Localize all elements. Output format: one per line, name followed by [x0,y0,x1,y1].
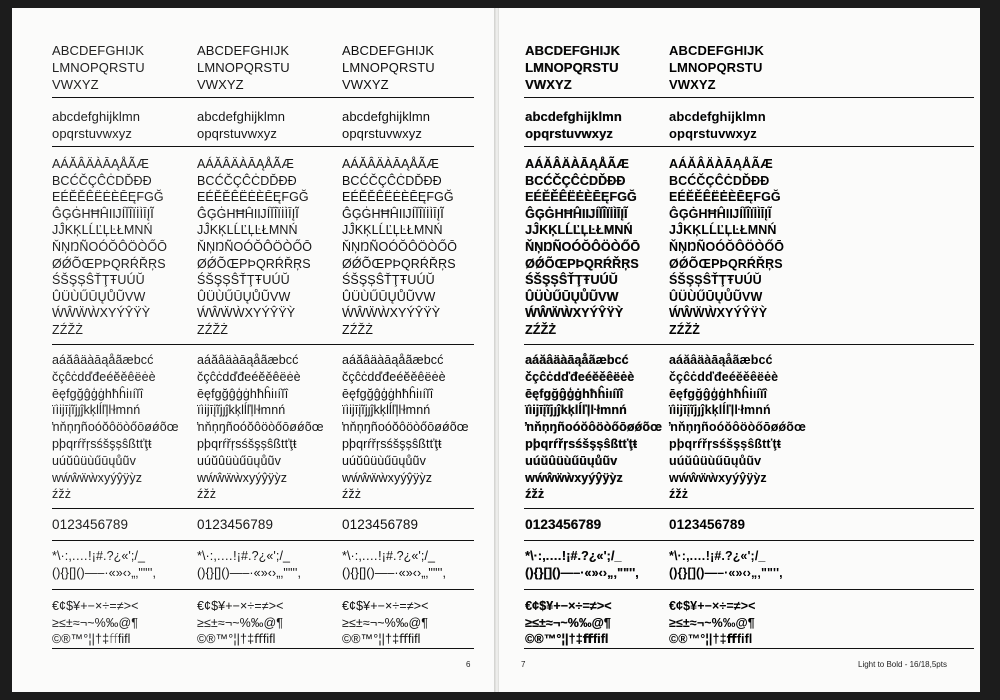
uppercase-specimen-book: ABCDEFGHIJK LMNOPQRSTU VWXYZ [342,43,435,92]
section-divider [52,344,474,345]
section-divider [52,589,474,590]
accented-upper-specimen-book: AÁĂÂÄÀĀĄÅÃÆ BCĆČÇĈĊDĎĐÐ EÉĔĚÊËĖÈĒĘFGĞ ĜĢĠHĦĤIĲÍĬÎÏİÌĪĮĨ JĴKĶLĹĽĻĿŁMNŃ ŇŅŊÑOÓŎÔÖÒŐŌ ØǾÕŒPÞQRŔŘŖS ŚŠŞȘŜŤŢŦUÚŬ ÛÜÙŰŪŲŮŨVW ẂŴẄẀXYÝŶŸỲ ZŹŽŻ [342,157,458,337]
figures-specimen-bold: 0123456789 [669,517,746,532]
symbols-specimen-regular: €¢$¥+−×÷=≠>< ≥≤±≈¬~%‰@¶ ©®™°¦|†‡ﬀﬁﬂ [197,599,284,646]
section-divider [524,146,974,147]
punctuation-specimen-light: *\·:,.…!¡#.?¿«';/_ (){}[]()—–·«»‹›„‚""'', [52,549,157,580]
symbols-specimen-medium: €¢$¥+−×÷=≠>< ≥≤±≈¬~%‰@¶ ©®™°¦|†‡ﬀﬁﬂ [525,599,612,646]
uppercase-specimen-regular: ABCDEFGHIJK LMNOPQRSTU VWXYZ [197,43,290,92]
accented-upper-specimen-light: AÁĂÂÄÀĀĄÅÃÆ BCĆČÇĈĊDĎĐÐ EÉĔĚÊËĖÈĒĘFGĞ ĜĢĠHĦĤIĲÍĬÎÏİÌĪĮĨ JĴKĶLĹĽĻĿŁMNŃ ŇŅŊÑOÓŎÔÖÒŐŌ ØǾÕŒPÞQRŔŘŖS ŚŠŞȘŜŤŢŦUÚŬ ÛÜÙŰŪŲŮŨVW ẂŴẄẀXYÝŶŸỲ ZŹŽŻ [52,157,168,337]
figures-specimen-light: 0123456789 [52,517,129,532]
section-divider [524,97,974,98]
lowercase-specimen-light: abcdefghijklmn opqrstuvwxyz [52,109,141,141]
section-divider [52,508,474,509]
punctuation-specimen-book: *\·:,.…!¡#.?¿«';/_ (){}[]()—–·«»‹›„‚""'', [342,549,447,580]
right-page-number: 7 [521,660,526,669]
accented-upper-specimen-medium: AÁĂÂÄÀĀĄÅÃÆ BCĆČÇĈĊDĎĐÐ EÉĔĚÊËĖÈĒĘFGĞ ĜĢĠHĦĤIĲÍĬÎÏİÌĪĮĨ JĴKĶLĹĽĻĿŁMNŃ ŇŅŊÑOÓŎÔÖÒŐŌ ØǾÕŒPÞQRŔŘŖS ŚŠŞȘŜŤŢŦUÚŬ ÛÜÙŰŪŲŮŨVW ẂŴẄẀXYÝŶŸỲ ZŹŽŻ [525,157,641,337]
uppercase-specimen-bold: ABCDEFGHIJK LMNOPQRSTU VWXYZ [669,43,764,92]
symbols-specimen-bold: €¢$¥+−×÷=≠>< ≥≤±≈¬~%‰@¶ ©®™°¦|†‡ﬀﬁﬂ [669,599,756,646]
section-divider [52,97,474,98]
accented-lower-specimen-bold: aáăâäàāąåãæbcć čçĉċdďđeéĕěêëėè ēęfgğĝģġhħĥiıíĭî ïìĳīįĩjȷĵkķlĺľļŀłmnń ŉňņŋñoóŏôöòőōøǿõœ pþqrŕřŗsśšşșŝßtťţŧ uúŭûüùűūųůũv wẃŵẅẁxyýŷÿỳz źžż [669,353,806,502]
figures-specimen-medium: 0123456789 [525,517,602,532]
accented-lower-specimen-light: aáăâäàāąåãæbcć čçĉċdďđeéĕěêëėè ēęfgğĝģġhħĥiıíĭî ïìĳīįĩjȷĵkķlĺľļŀłmnń ŉňņŋñoóŏôöòőōøǿõœ pþqrŕřŗsśšşșŝßtťţŧ uúŭûüùűūųůũv wẃŵẅẁxyýŷÿỳz źžż [52,353,179,502]
accented-lower-specimen-book: aáăâäàāąåãæbcć čçĉċdďđeéĕěêëėè ēęfgğĝģġhħĥiıíĭî ïìĳīįĩjȷĵkķlĺľļŀłmnń ŉňņŋñoóŏôöòőōøǿõœ pþqrŕřŗsśšşșŝßtťţŧ uúŭûüùűūųůũv wẃŵẅẁxyýŷÿỳz źžż [342,353,469,502]
figures-specimen-book: 0123456789 [342,517,419,532]
accented-lower-specimen-medium: aáăâäàāąåãæbcć čçĉċdďđeéĕěêëėè ēęfgğĝģġhħĥiıíĭî ïìĳīįĩjȷĵkķlĺľļŀłmnń ŉňņŋñoóŏôöòőōøǿõœ pþqrŕřŗsśšşșŝßtťţŧ uúŭûüùűūųůũv wẃŵẅẁxyýŷÿỳz źžż [525,353,662,502]
section-divider [524,344,974,345]
punctuation-specimen-regular: *\·:,.…!¡#.?¿«';/_ (){}[]()—–·«»‹›„‚""'', [197,549,302,580]
lowercase-specimen-regular: abcdefghijklmn opqrstuvwxyz [197,109,286,141]
symbols-specimen-book: €¢$¥+−×÷=≠>< ≥≤±≈¬~%‰@¶ ©®™°¦|†‡ﬀﬁﬂ [342,599,429,646]
figures-specimen-regular: 0123456789 [197,517,274,532]
section-divider [52,540,474,541]
section-divider [52,146,474,147]
section-divider [524,648,974,649]
lowercase-specimen-book: abcdefghijklmn opqrstuvwxyz [342,109,431,141]
lowercase-specimen-bold: abcdefghijklmn opqrstuvwxyz [669,109,766,141]
section-divider [524,540,974,541]
specimen-caption: Light to Bold - 16/18,5pts [858,660,947,669]
uppercase-specimen-medium: ABCDEFGHIJK LMNOPQRSTU VWXYZ [525,43,620,92]
accented-upper-specimen-regular: AÁĂÂÄÀĀĄÅÃÆ BCĆČÇĈĊDĎĐÐ EÉĔĚÊËĖÈĒĘFGĞ ĜĢĠHĦĤIĲÍĬÎÏİÌĪĮĨ JĴKĶLĹĽĻĿŁMNŃ ŇŅŊÑOÓŎÔÖÒŐŌ ØǾÕŒPÞQRŔŘŖS ŚŠŞȘŜŤŢŦUÚŬ ÛÜÙŰŪŲŮŨVW ẂŴẄẀXYÝŶŸỲ ZŹŽŻ [197,157,313,337]
left-page-number: 6 [466,660,471,669]
section-divider [524,508,974,509]
uppercase-specimen-light: ABCDEFGHIJK LMNOPQRSTU VWXYZ [52,43,145,92]
punctuation-specimen-bold: *\·:,.…!¡#.?¿«';/_ (){}[]()—–·«»‹›„‚""'', [669,549,783,580]
section-divider [52,648,474,649]
punctuation-specimen-medium: *\·:,.…!¡#.?¿«';/_ (){}[]()—–·«»‹›„‚""'', [525,549,639,580]
symbols-specimen-light: €¢$¥+−×÷=≠>< ≥≤±≈¬~%‰@¶ ©®™°¦|†‡ﬀﬁﬂ [52,599,139,646]
accented-lower-specimen-regular: aáăâäàāąåãæbcć čçĉċdďđeéĕěêëėè ēęfgğĝģġhħĥiıíĭî ïìĳīįĩjȷĵkķlĺľļŀłmnń ŉňņŋñoóŏôöòőōøǿõœ pþqrŕřŗsśšşșŝßtťţŧ uúŭûüùűūųůũv wẃŵẅẁxyýŷÿỳz źžż [197,353,324,502]
accented-upper-specimen-bold: AÁĂÂÄÀĀĄÅÃÆ BCĆČÇĈĊDĎĐÐ EÉĔĚÊËĖÈĒĘFGĞ ĜĢĠHĦĤIĲÍĬÎÏİÌĪĮĨ JĴKĶLĹĽĻĿŁMNŃ ŇŅŊÑOÓŎÔÖÒŐŌ ØǾÕŒPÞQRŔŘŖS ŚŠŞȘŜŤŢŦUÚŬ ÛÜÙŰŪŲŮŨVW ẂŴẄẀXYÝŶŸỲ ZŹŽŻ [669,157,785,337]
section-divider [524,589,974,590]
lowercase-specimen-medium: abcdefghijklmn opqrstuvwxyz [525,109,622,141]
